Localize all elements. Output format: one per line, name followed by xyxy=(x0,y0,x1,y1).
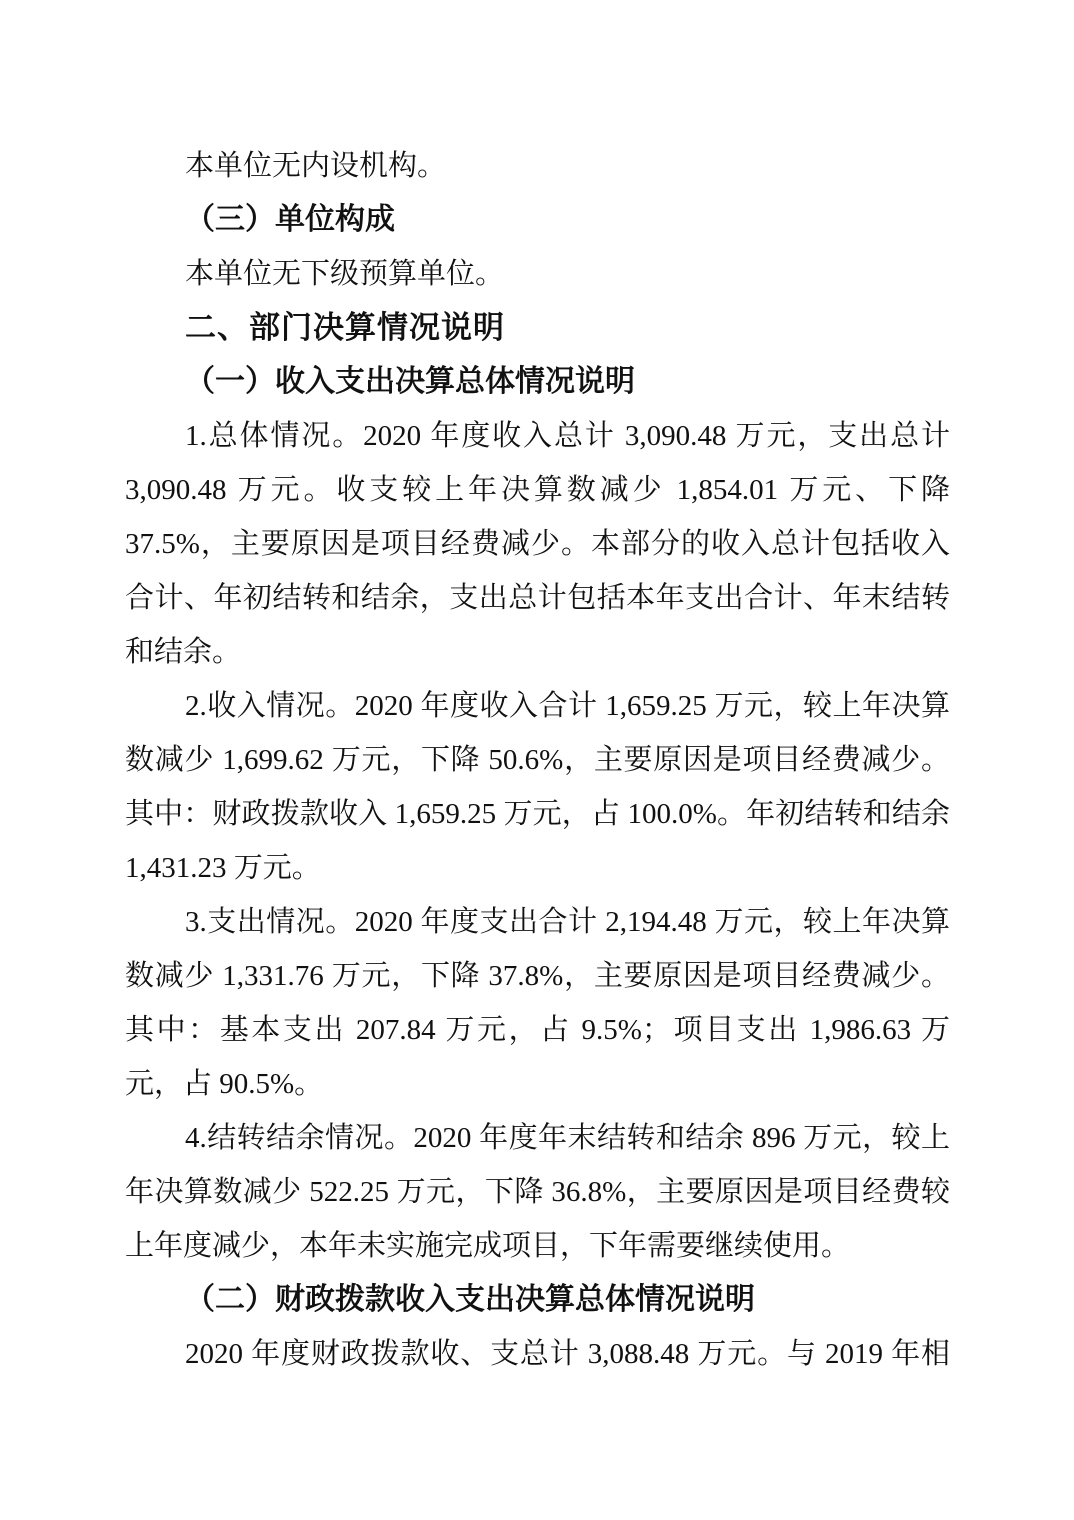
text-line: 年决算数减少 522.25 万元，下降 36.8%，主要原因是项目经费较 xyxy=(125,1176,950,1208)
section-heading: 二、部门决算情况说明 xyxy=(185,310,505,345)
text-line: 本单位无内设机构。 xyxy=(185,150,447,182)
text-line: 37.5%，主要原因是项目经费减少。本部分的收入总计包括收入 xyxy=(125,528,950,560)
sub-heading: （一）收入支出决算总体情况说明 xyxy=(185,365,635,398)
text-line: 数减少 1,331.76 万元，下降 37.8%，主要原因是项目经费减少。 xyxy=(125,960,950,992)
document-text-block xyxy=(125,139,950,1381)
sub-heading: （二）财政拨款收入支出决算总体情况说明 xyxy=(185,1283,755,1316)
text-line: 本单位无下级预算单位。 xyxy=(185,258,505,290)
text-line: 3,090.48 万元。收支较上年决算数减少 1,854.01 万元、下降 xyxy=(125,474,950,506)
text-line: 1,431.23 万元。 xyxy=(125,852,321,884)
text-line: 数减少 1,699.62 万元，下降 50.6%，主要原因是项目经费减少。 xyxy=(125,744,950,776)
text-line: 合计、年初结转和结余，支出总计包括本年支出合计、年末结转 xyxy=(125,582,950,614)
text-line: 元，占 90.5%。 xyxy=(125,1068,324,1100)
text-line: 2.收入情况。2020 年度收入合计 1,659.25 万元，较上年决算 xyxy=(185,690,950,722)
text-line: 4.结转结余情况。2020 年度年末结转和结余 896 万元，较上 xyxy=(185,1122,950,1154)
text-line: 上年度减少，本年未实施完成项目，下年需要继续使用。 xyxy=(125,1230,851,1262)
text-line: 其中：财政拨款收入 1,659.25 万元，占 100.0%。年初结转和结余 xyxy=(125,798,950,830)
text-line: 和结余。 xyxy=(125,636,242,668)
text-line: 其中：基本支出 207.84 万元，占 9.5%；项目支出 1,986.63 万 xyxy=(125,1014,950,1046)
text-line: 2020 年度财政拨款收、支总计 3,088.48 万元。与 2019 年相 xyxy=(185,1338,950,1370)
text-line: 3.支出情况。2020 年度支出合计 2,194.48 万元，较上年决算 xyxy=(185,906,950,938)
sub-heading: （三）单位构成 xyxy=(185,203,395,236)
text-line: 1.总体情况。2020 年度收入总计 3,090.48 万元，支出总计 xyxy=(185,420,950,452)
